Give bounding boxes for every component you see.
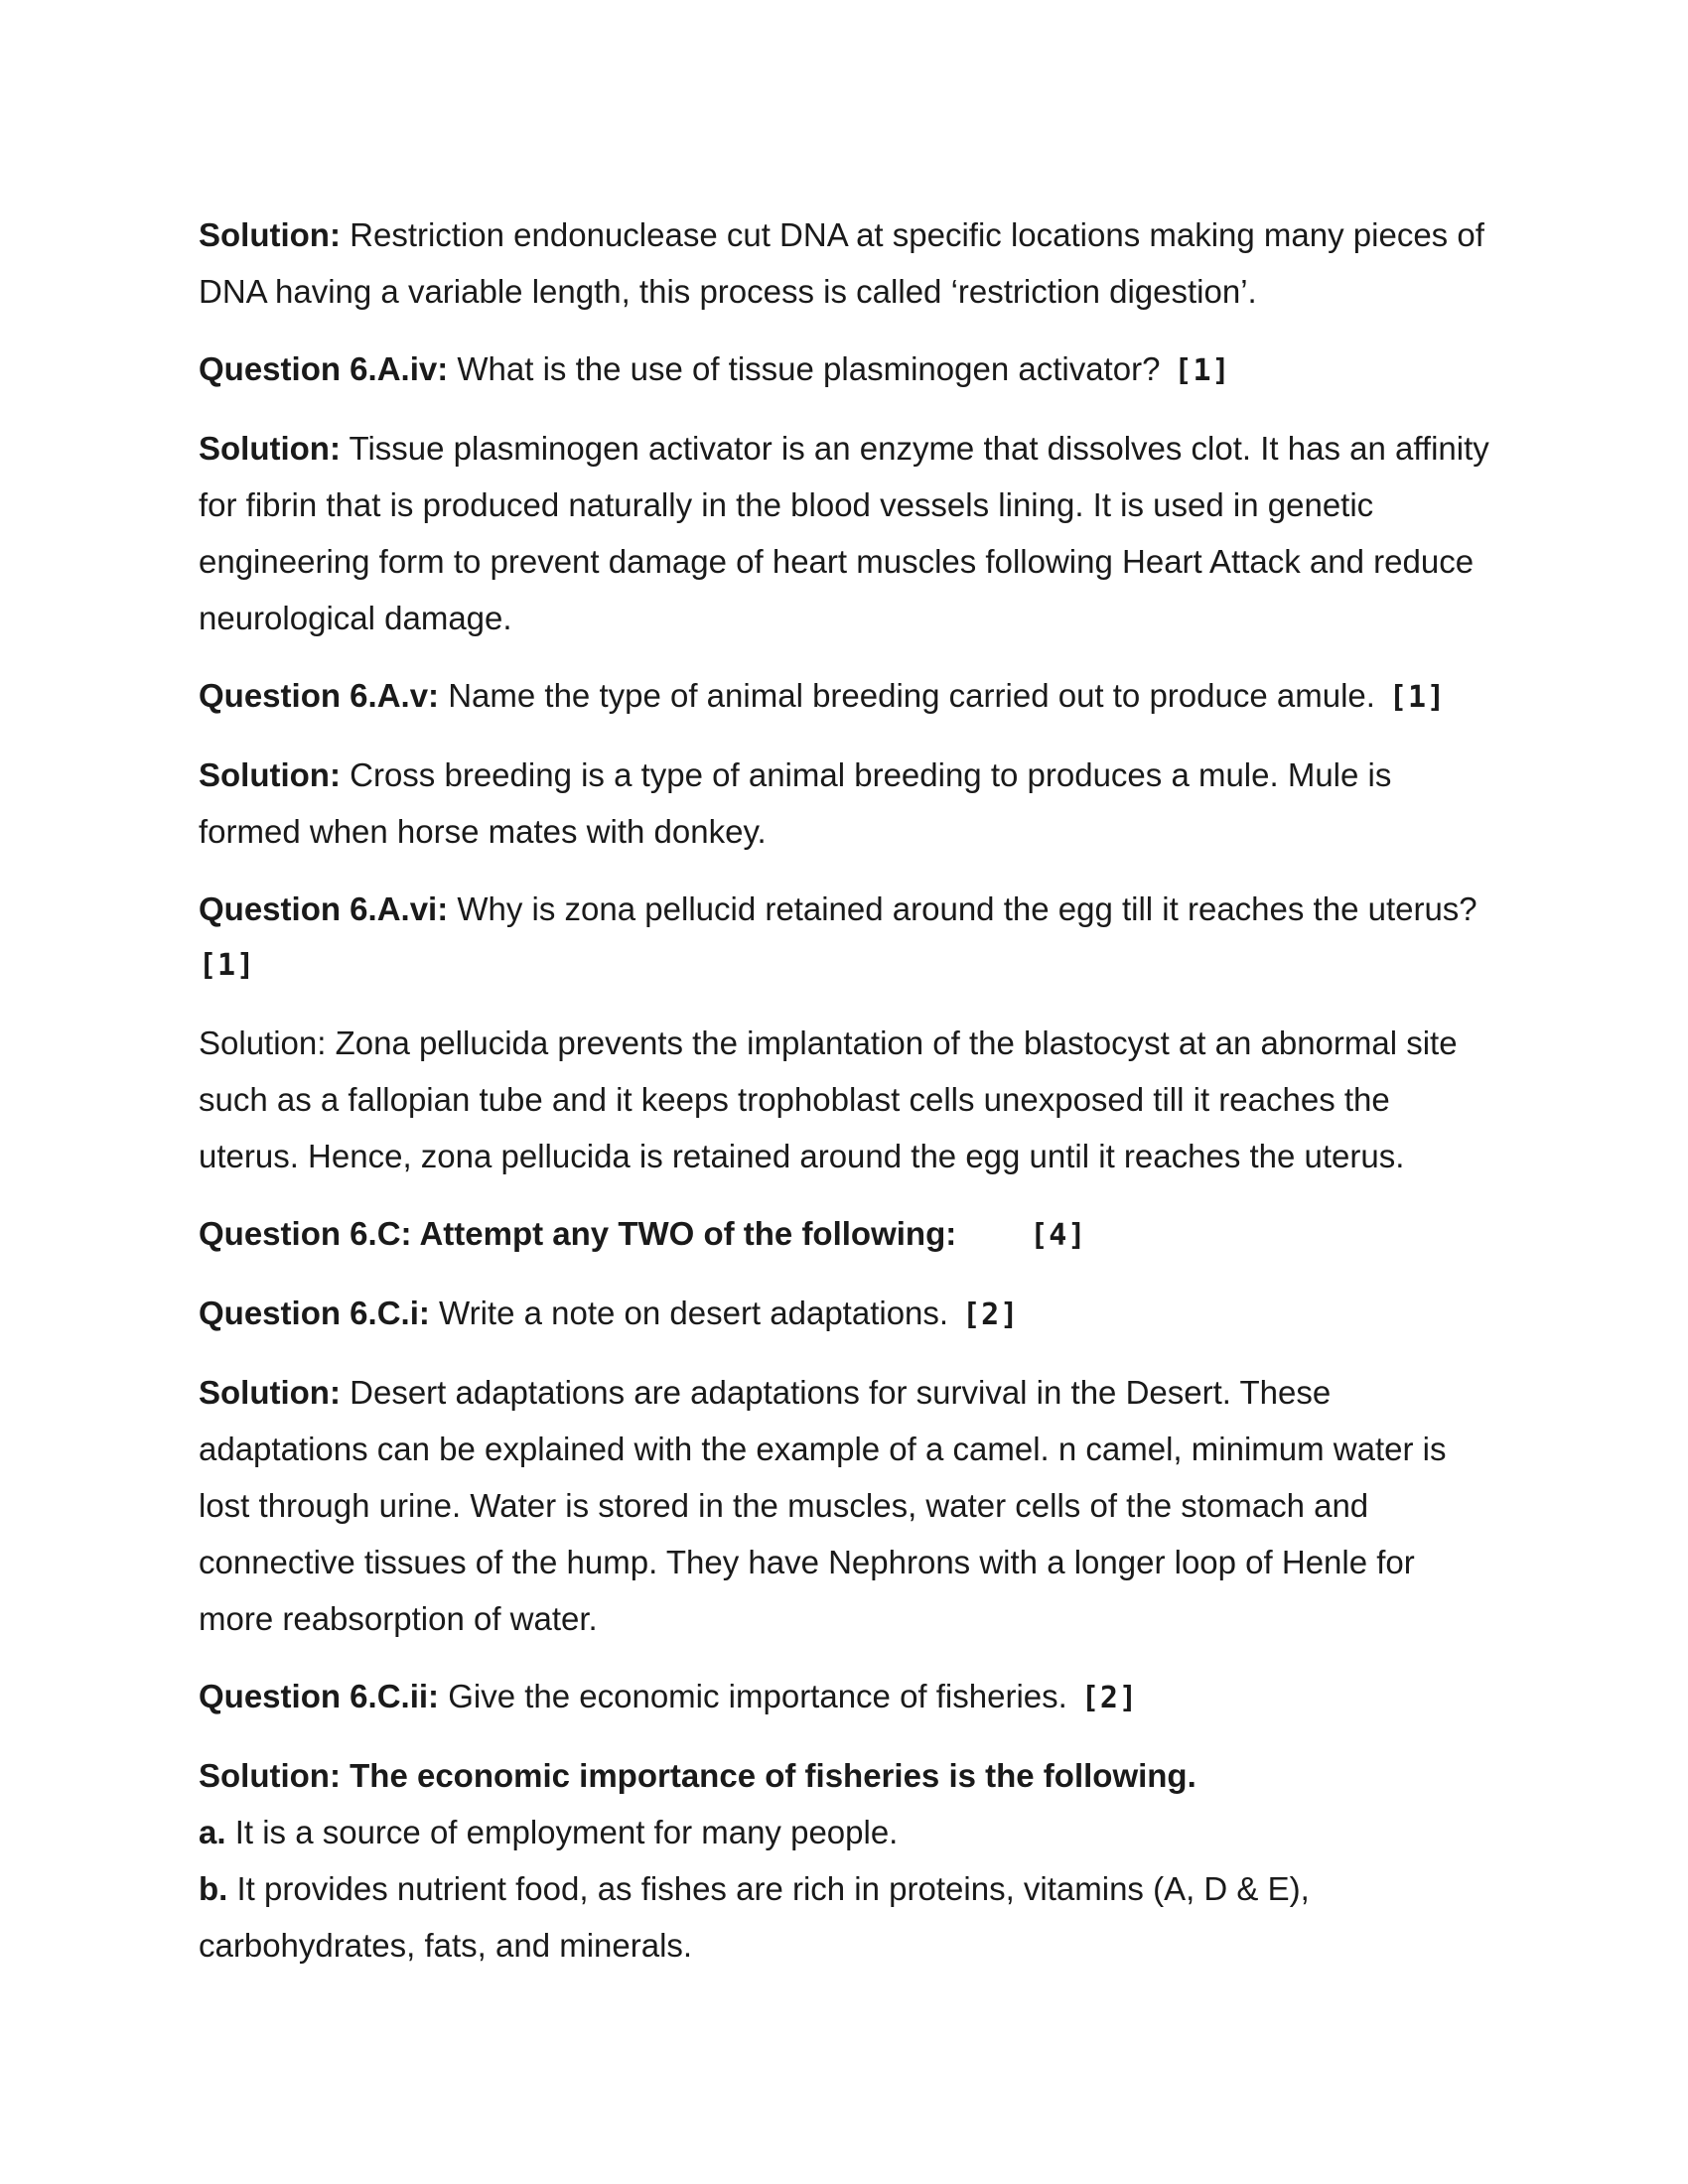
question-6-c: [199, 1205, 1489, 1264]
list-text: It is a source of employment for many people.: [225, 1814, 899, 1850]
solution-label: Solution:: [199, 1374, 341, 1411]
solution-desert-adaptations: [199, 1364, 1489, 1647]
solution-label: Solution:: [199, 430, 341, 467]
question-6-a-vi: [199, 881, 1489, 994]
question-text: Name the type of animal breeding carried out to produce amule.: [439, 677, 1375, 714]
list-marker: b.: [199, 1870, 228, 1907]
question-label: Question 6.A.v:: [199, 677, 440, 714]
marks-badge: [2]: [1080, 1681, 1139, 1715]
marks-badge: [2]: [962, 1297, 1020, 1332]
list-marker: a.: [199, 1814, 226, 1850]
solution-text: Cross breeding is a type of animal breeding to produces a mule. Mule is formed when horse mates with donkey.: [199, 756, 1392, 850]
solution-label: Solution:: [199, 216, 341, 253]
question-6-a-v: [199, 667, 1489, 726]
solution-text: Solution: Zona pellucida prevents the implantation of the blastocyst at an abnormal site such as a fallopian tube and it keeps trophoblast cells unexposed till it reaches the uterus. Hence, zona pellucida is retained around the egg until it reaches the uterus.: [199, 1024, 1458, 1174]
question-label: Question 6.C.i:: [199, 1295, 430, 1331]
question-text: Why is zona pellucid retained around the egg till it reaches the uterus?: [448, 890, 1477, 927]
document-page: [199, 206, 1489, 1974]
question-6-c-i: [199, 1285, 1489, 1343]
question-6-a-iv: [199, 341, 1489, 399]
list-item-a: [199, 1804, 1489, 1860]
question-label: Question 6.A.iv:: [199, 350, 449, 387]
solution-restriction-digestion: [199, 206, 1489, 320]
question-label: Question 6.A.vi:: [199, 890, 449, 927]
question-text: Write a note on desert adaptations.: [429, 1295, 949, 1331]
question-6-c-ii: [199, 1668, 1489, 1726]
solution-text: Desert adaptations are adaptations for survival in the Desert. These adaptations can be explained with the example of a camel. n camel, minimum water is lost through urine. Water is stored in the muscles, water cells of the stomach and connective tissues of the hump. They have Nephrons with a longer loop of Henle for more reabsorption of water.: [199, 1374, 1447, 1637]
marks-badge: [1]: [1388, 680, 1447, 715]
marks-badge: [1]: [1174, 353, 1231, 388]
solution-text: Tissue plasminogen activator is an enzyme that dissolves clot. It has an affinity for fibrin that is produced naturally in the blood vessels lining. It is used in genetic engineering form to prevent damage of heart muscles following Heart Attack and reduce neurological damage.: [199, 430, 1489, 636]
solution-fisheries-heading: [199, 1747, 1489, 1804]
solution-text: Restriction endonuclease cut DNA at specific locations making many pieces of DNA having a variable length, this process is called ‘restriction digestion’.: [199, 216, 1484, 310]
solution-tissue-plasminogen: [199, 420, 1489, 646]
solution-cross-breeding: [199, 747, 1489, 860]
solution-label: Solution: The economic importance of fisheries is the following.: [199, 1757, 1196, 1794]
list-text: It provides nutrient food, as fishes are rich in proteins, vitamins (A, D & E), carbohydrates, fats, and minerals.: [199, 1870, 1310, 1964]
marks-badge: [1]: [199, 948, 256, 983]
marks-badge: [4]: [1030, 1218, 1087, 1253]
list-item-b: [199, 1860, 1489, 1974]
solution-zona-pellucida: [199, 1015, 1489, 1184]
section-heading: Question 6.C: Attempt any TWO of the following:: [199, 1215, 957, 1252]
question-text: What is the use of tissue plasminogen activator?: [448, 350, 1161, 387]
question-text: Give the economic importance of fisheries.: [439, 1678, 1067, 1714]
solution-label: Solution:: [199, 756, 341, 793]
question-label: Question 6.C.ii:: [199, 1678, 440, 1714]
